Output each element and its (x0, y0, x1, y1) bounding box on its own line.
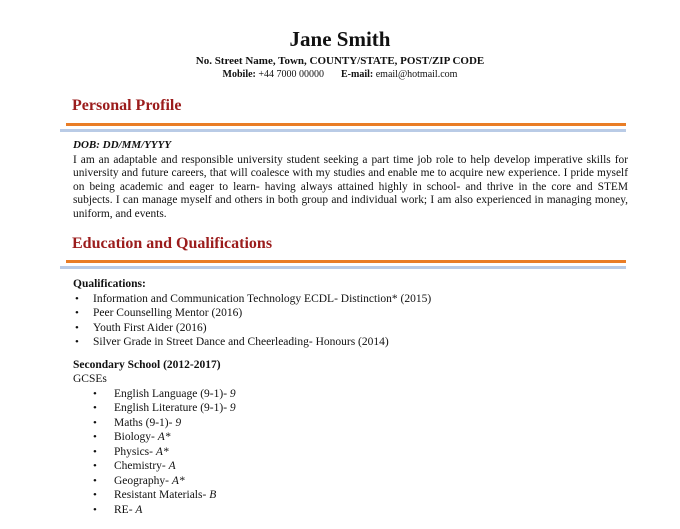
mobile-number: +44 7000 00000 (258, 69, 325, 80)
postal-address: No. Street Name, Town, COUNTY/STATE, POST/ZIP CODE (195, 55, 485, 67)
list-item: • Silver Grade in Street Dance and Cheerleading- Honours (2014) (73, 335, 628, 350)
email-address: email@hotmail.com (375, 69, 458, 80)
section-divider-blue (60, 129, 626, 132)
gcse-subject: Biology- (114, 431, 158, 443)
personal-profile-body (73, 138, 628, 221)
list-item (73, 416, 628, 431)
personal-profile-heading: Personal Profile (72, 97, 182, 114)
email-label: E-mail: (341, 69, 374, 80)
contact-line (0, 68, 680, 81)
education-heading: Education and Qualifications (72, 235, 273, 252)
secondary-school-heading: Secondary School (2012-2017) (73, 358, 221, 371)
list-item (73, 430, 628, 445)
gcse-grade: A (168, 460, 176, 472)
gcse-grade: A* (155, 445, 169, 458)
list-item (73, 401, 628, 416)
section-divider-orange (66, 260, 626, 263)
gcse-subject: English Literature (9-1)- (114, 402, 230, 414)
section-divider-orange (66, 123, 626, 126)
gcse-subject: Geography- (114, 474, 172, 487)
list-item (73, 459, 628, 474)
education-body (73, 277, 628, 517)
gcse-subject: Maths (9-1)- (114, 416, 176, 429)
gcse-subject: Chemistry- (114, 460, 169, 472)
list-item: • Youth First Aider (2016) (73, 321, 628, 336)
date-of-birth: DOB: DD/MM/YYYY (73, 139, 172, 151)
gcse-grade: 9 (229, 402, 236, 414)
list-item (73, 503, 628, 518)
gcse-grade: A* (157, 431, 171, 443)
gcse-subject: RE- (114, 503, 136, 516)
gcse-subject: Resistant Materials- (114, 489, 210, 501)
gcse-grade: 9 (229, 387, 236, 400)
candidate-name: Jane Smith (289, 27, 391, 51)
list-item: • Peer Counselling Mentor (2016) (73, 306, 628, 321)
profile-paragraph: I am an adaptable and responsible university student seeking a part time job role to help develop imperative skills for university and future careers, that will coalesce with my studies and enable me to acquire new experience. I pride myself on being academic and eager to learn- having always attained highly in school- and thrive in the core and STEM subjects. I can manage myself and others in both group and individual work; I am also experienced in managing money, uniform, and events. (73, 153, 628, 220)
list-item (73, 445, 628, 460)
gcse-label: GCSEs (73, 373, 107, 385)
gcse-subject: Physics- (114, 445, 156, 458)
gcse-grade: B (209, 489, 217, 501)
qualifications-list (73, 292, 628, 350)
gcse-grade: A (135, 503, 143, 516)
gcse-list (73, 387, 628, 518)
list-item (73, 488, 628, 503)
mobile-label: Mobile: (222, 69, 256, 80)
gcse-grade: A* (171, 474, 185, 487)
gcse-grade: 9 (175, 416, 182, 429)
gcse-subject: English Language (9-1)- (114, 387, 230, 400)
qualifications-heading: Qualifications: (73, 278, 146, 290)
list-item (73, 387, 628, 402)
section-divider-blue (60, 266, 626, 269)
list-item (73, 474, 628, 489)
list-item: • Information and Communication Technology ECDL- Distinction* (2015) (73, 292, 628, 307)
